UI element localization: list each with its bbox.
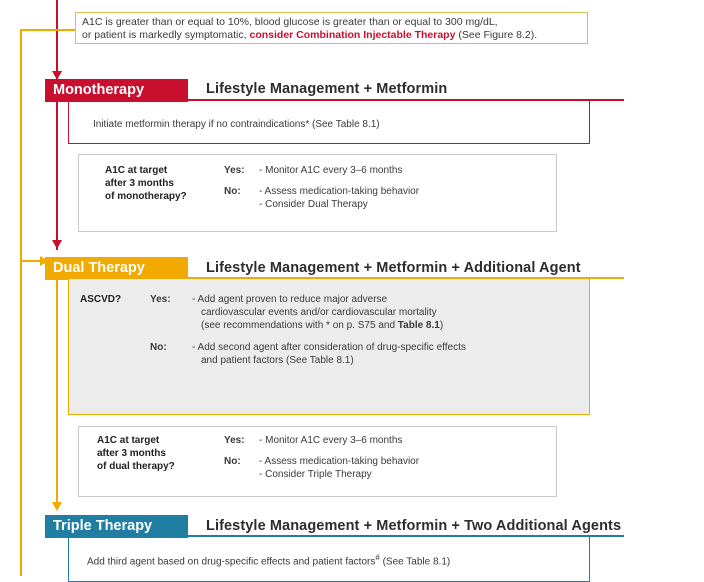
ascvd-yes-ref-prefix: (see recommendations with * on p. S75 and [201,320,398,331]
ascvd-yes-text-1: - Add agent proven to reduce major adverse [192,294,388,305]
dual-therapy-tab: Dual Therapy [45,257,188,280]
note-emphasis: consider Combination Injectable Therapy [249,29,456,41]
triple-therapy-tab: Triple Therapy [45,515,188,538]
note-line-2-suffix: (See Figure 8.2). [455,29,538,41]
ascvd-no-text-1: - Add second agent after consideration of drug-specific effects [192,342,466,353]
check-label-line: of dual therapy? [97,461,175,472]
dual-no-label: No: [224,456,241,467]
ascvd-ref-close: ) [439,320,444,331]
note-line-2-prefix: or patient is markedly symptomatic, [82,29,250,41]
gold-flow-branch [20,29,75,31]
gold-flow-line-triple [56,278,58,508]
gold-flow-line-outer [20,29,22,576]
dual-therapy-check-box [78,426,557,497]
triple-instruction-ref: (See Table 8.1) [379,556,451,568]
dual-yes-label: Yes: [224,435,245,446]
triple-therapy-title: Lifestyle Management + Metformin + Two Additional Agents [206,518,622,534]
triple-instruction [87,551,450,568]
dual-check-label [97,434,175,473]
dual-therapy-title: Lifestyle Management + Metformin + Additional Agent [206,260,581,276]
check-label-line: A1C at target [97,435,160,446]
ascvd-no-label: No: [150,342,167,353]
ascvd-yes-text-2: cardiovascular events and/or cardiovascular mortality [201,307,437,318]
ascvd-label: ASCVD? [80,294,122,305]
monotherapy-instruction: Initiate metformin therapy if no contraindications* (See Table 8.1) [93,119,380,130]
monotherapy-yes-text: - Monitor A1C every 3–6 months [259,165,403,176]
note-line-1: A1C is greater than or equal to 10%, blood glucose is greater than or equal to 300 mg/dL, [82,16,498,28]
monotherapy-yes-label: Yes: [224,165,245,176]
triple-instruction-mark: # [375,553,380,562]
dual-no-text-1: - Assess medication-taking behavior [259,456,420,467]
monotherapy-no-label: No: [224,186,241,197]
ascvd-no-text-2: and patient factors (See Table 8.1) [201,355,354,366]
ascvd-yes-label: Yes: [150,294,171,305]
monotherapy-check-box [78,154,557,232]
dual-therapy-ascvd-box [68,279,590,415]
monotherapy-title: Lifestyle Management + Metformin [206,81,448,97]
monotherapy-no-text-2: - Consider Dual Therapy [259,199,368,210]
ascvd-yes-text-3 [201,319,443,332]
triple-therapy-instruction-box [68,537,590,582]
check-label-line: after 3 months [97,448,166,459]
monotherapy-instruction-box [68,101,590,144]
monotherapy-tab: Monotherapy [45,79,188,102]
gold-arrowhead-triple [52,502,62,511]
check-label-line: A1C at target [105,165,168,176]
monotherapy-check-label [105,164,187,203]
red-arrowhead [52,240,62,249]
triple-instruction-text: Add third agent based on drug-specific effects and patient factors [87,556,376,568]
combination-therapy-note [75,12,588,44]
monotherapy-no-text-1: - Assess medication-taking behavior [259,186,420,197]
red-flow-line [56,0,58,250]
note-line-2 [82,29,587,42]
check-label-line: after 3 months [105,178,174,189]
dual-yes-text: - Monitor A1C every 3–6 months [259,435,403,446]
ascvd-table-ref: Table 8.1 [397,320,440,331]
check-label-line: of monotherapy? [105,191,187,202]
dual-no-text-2: - Consider Triple Therapy [259,469,372,480]
